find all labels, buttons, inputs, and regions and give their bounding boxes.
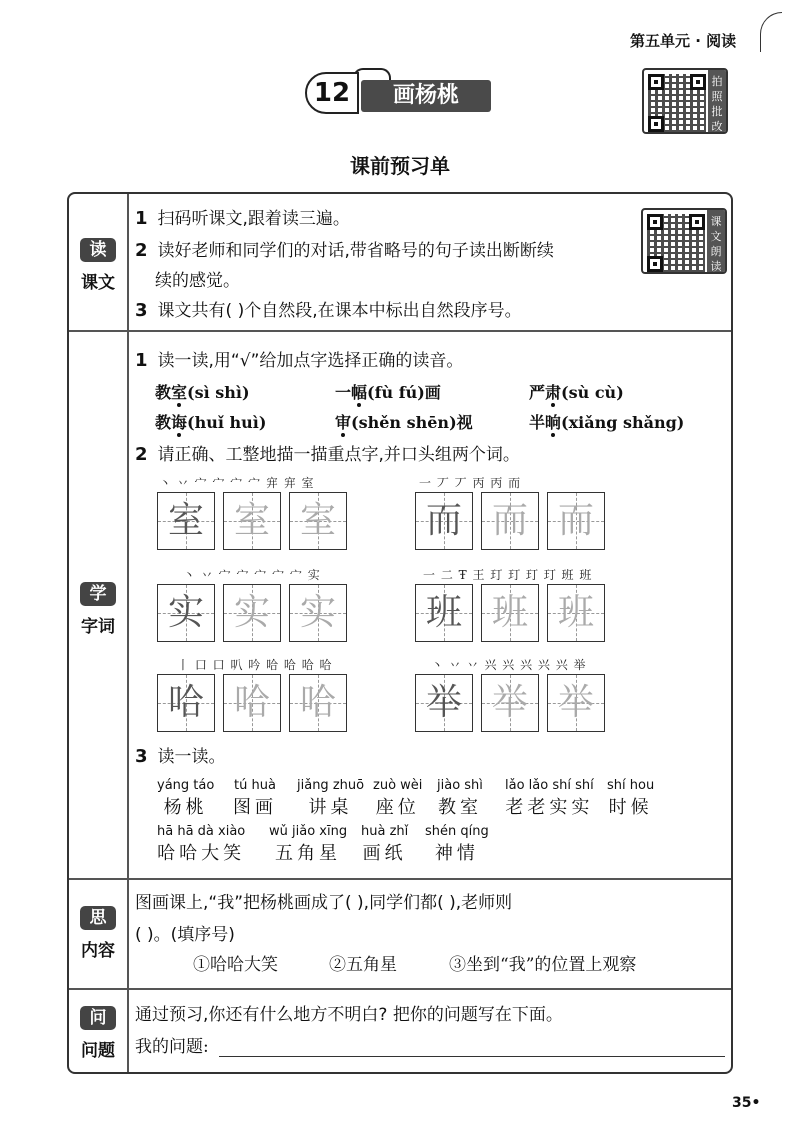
think-option: ①哈哈大笑: [193, 955, 278, 975]
section-badge: 读: [80, 238, 116, 262]
learn-question-3: 3 读一读。: [135, 746, 226, 767]
tian-grid-box[interactable]: 举: [547, 674, 605, 732]
page-number: 35•: [732, 1095, 761, 1111]
word-pair: shí hou 时候: [607, 778, 655, 818]
stroke-order: 一 丆 丆 丙 丙 而: [419, 476, 522, 490]
tian-grid-box[interactable]: 班: [415, 584, 473, 642]
section-name: 内容: [81, 941, 115, 961]
qr-label: 拍照批改: [708, 70, 726, 132]
tian-grid-box[interactable]: 实: [157, 584, 215, 642]
think-question-line-1: 图画课上,“我”把杨桃画成了( ),同学们都( ),老师则: [135, 893, 513, 913]
word-pair: huà zhǐ 画纸: [361, 824, 409, 864]
section-ask-label: [69, 1006, 127, 1061]
read-item-3: 3 课文共有( )个自然段,在课本中标出自然段序号。: [135, 300, 522, 321]
row-divider: [69, 330, 731, 332]
lesson-badge: [305, 68, 493, 116]
tian-grid-box[interactable]: 哈: [157, 674, 215, 732]
section-badge: 学: [80, 582, 116, 606]
word-pair: yáng táo 杨桃: [157, 778, 215, 818]
tian-grid-box[interactable]: 班: [481, 584, 539, 642]
ask-prompt: 通过预习,你还有什么地方不明白? 把你的问题写在下面。: [135, 1005, 563, 1025]
section-badge: 问: [80, 1006, 116, 1030]
section-name: 课文: [81, 273, 115, 293]
tian-grid-box[interactable]: 哈: [223, 674, 281, 732]
tian-grid-box[interactable]: 举: [415, 674, 473, 732]
qr-finder-icon: [648, 74, 664, 90]
word-pair: lǎo lǎo shí shí 老老实实: [505, 778, 594, 818]
section-name: 字词: [81, 617, 115, 637]
section-think-label: [69, 906, 127, 961]
tian-grid-box[interactable]: 而: [481, 492, 539, 550]
tian-grid-box[interactable]: 班: [547, 584, 605, 642]
think-option: ②五角星: [329, 955, 397, 975]
stroke-order: 一 二 Ŧ 王 玎 玎 玎 玎 班 班: [423, 568, 593, 582]
qr-finder-icon: [690, 74, 706, 90]
column-divider: [127, 194, 129, 1072]
word-pair: wǔ jiǎo xīng 五角星: [269, 824, 348, 864]
answer-line[interactable]: [219, 1056, 725, 1057]
pinyin-choice[interactable]: 教诲(huǐ huì): [155, 413, 267, 432]
tian-grid-box[interactable]: 实: [289, 584, 347, 642]
qr-code-audio[interactable]: [641, 208, 727, 274]
row-divider: [69, 988, 731, 990]
think-question-line-2: ( )。(填序号): [135, 925, 235, 945]
tian-grid-box[interactable]: 而: [547, 492, 605, 550]
row-divider: [69, 878, 731, 880]
unit-label: 第五单元 · 阅读: [630, 32, 737, 50]
word-pair: jiǎng zhuō 讲桌: [297, 778, 365, 818]
read-item-2-continued: 续的感觉。: [155, 271, 240, 291]
corner-decoration: [760, 12, 782, 52]
tian-grid-box[interactable]: 室: [223, 492, 281, 550]
qr-finder-icon: [647, 214, 663, 230]
tian-grid-box[interactable]: 室: [157, 492, 215, 550]
qr-finder-icon: [648, 116, 664, 132]
think-option: ③坐到“我”的位置上观察: [449, 955, 637, 975]
tian-grid-box[interactable]: 实: [223, 584, 281, 642]
pinyin-choice[interactable]: 审(shěn shēn)视: [335, 413, 473, 432]
section-badge: 思: [80, 906, 116, 930]
worksheet-table: [67, 192, 733, 1074]
qr-code-grading[interactable]: [642, 68, 728, 134]
pinyin-choice[interactable]: 教室(sì shì): [155, 383, 250, 402]
learn-question-2: 2 请正确、工整地描一描重点字,并口头组两个词。: [135, 444, 520, 465]
section-learn-label: [69, 582, 127, 637]
pinyin-choice[interactable]: 一幅(fù fú)画: [335, 383, 441, 402]
learn-question-1: 1 读一读,用“√”给加点字选择正确的读音。: [135, 350, 464, 371]
stroke-order: 丶 丷 丷 兴 兴 兴 兴 兴 举: [431, 658, 587, 672]
qr-finder-icon: [689, 214, 705, 230]
page-title: 课前预习单: [350, 154, 450, 178]
qr-finder-icon: [647, 256, 663, 272]
word-pair: hā hā dà xiào 哈哈大笑: [157, 824, 246, 864]
pinyin-choice[interactable]: 严肃(sù cù): [529, 383, 624, 402]
lesson-title: 画杨桃: [361, 80, 491, 112]
word-pair: zuò wèi 座位: [373, 778, 423, 818]
tian-grid-box[interactable]: 哈: [289, 674, 347, 732]
word-pair: jiào shì 教室: [437, 778, 483, 818]
section-name: 问题: [81, 1041, 115, 1061]
stroke-order: 丨 口 口 叭 吟 哈 哈 哈 哈: [177, 658, 333, 672]
qr-label: 课文朗读: [707, 210, 725, 272]
read-item-2: 2 读好老师和同学们的对话,带省略号的句子读出断断续: [135, 240, 554, 261]
tian-grid-box[interactable]: 室: [289, 492, 347, 550]
stroke-order: 丶 丷 宀 宀 宀 宀 宑 宑 室: [159, 476, 315, 490]
word-pair: tú huà 图画: [233, 778, 277, 818]
section-read-label: [69, 238, 127, 293]
stroke-order: 丶 丷 宀 宀 宀 宀 宀 实: [183, 568, 321, 582]
tian-grid-box[interactable]: 举: [481, 674, 539, 732]
ask-label: 我的问题:: [135, 1037, 209, 1057]
word-pair: shén qíng 神情: [425, 824, 489, 864]
tian-grid-box[interactable]: 而: [415, 492, 473, 550]
pinyin-choice[interactable]: 半晌(xiǎng shǎng): [529, 413, 685, 432]
read-item-1: 1 扫码听课文,跟着读三遍。: [135, 208, 350, 229]
lesson-number: 12: [305, 72, 359, 114]
